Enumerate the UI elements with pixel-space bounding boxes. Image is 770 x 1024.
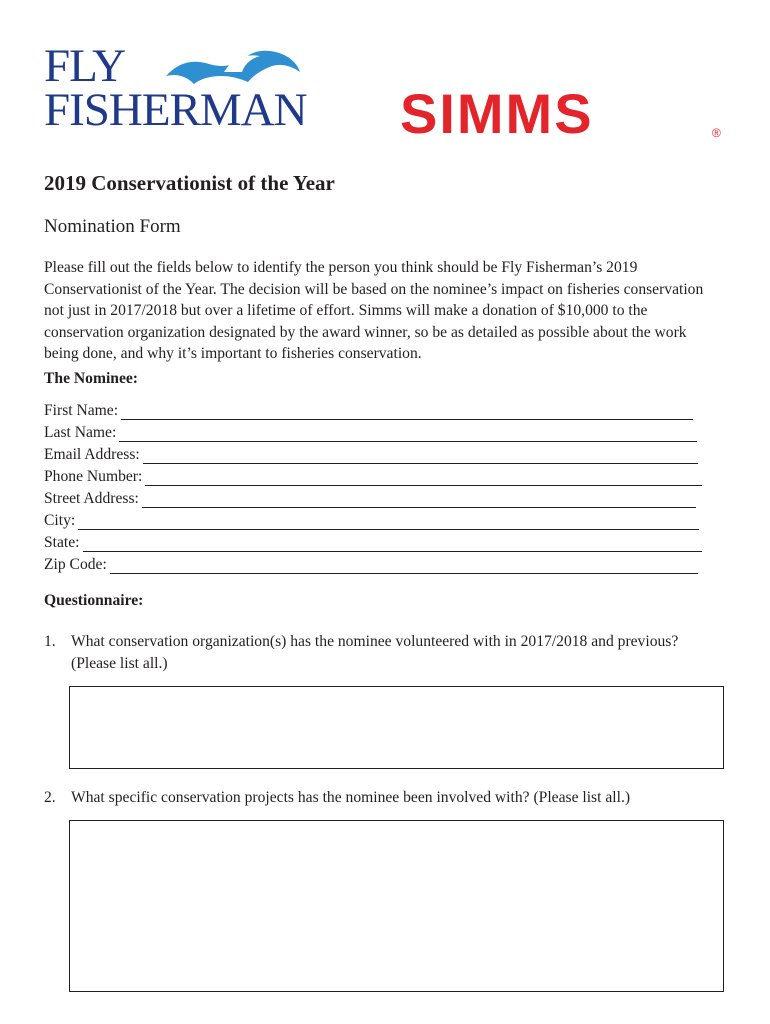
state-field[interactable] bbox=[44, 530, 714, 552]
form-title: 2019 Conservationist of the Year bbox=[44, 171, 335, 195]
last-name-field[interactable] bbox=[44, 420, 714, 442]
phone-number-line[interactable] bbox=[145, 471, 702, 486]
answer-box-2[interactable] bbox=[69, 820, 724, 992]
question-number: 1. bbox=[44, 633, 56, 650]
fly-fisherman-logo-line1: FLY bbox=[44, 40, 126, 92]
fly-fisherman-logo-line2: FISHERMAN bbox=[44, 84, 307, 136]
questionnaire-heading: Questionnaire: bbox=[44, 592, 144, 609]
registered-mark: ® bbox=[712, 126, 721, 140]
field-label: First Name: bbox=[44, 402, 119, 419]
question-2 bbox=[44, 787, 724, 809]
intro-paragraph: Please fill out the fields below to identify the person you think should be Fly Fisherman’s 2019 Conservationist of the Year. The decision will be based on the nominee’s impact on fisheries conservation not just in 2017/2018 but over a lifetime of effort. Simms will make a donation of $10,000 to the conservation organization designated by the award winner, so be as detailed as possible about the work being done, and why it’s important to fisheries conservation. bbox=[44, 259, 704, 362]
field-label: Phone Number: bbox=[44, 468, 143, 485]
nominee-heading: The Nominee: bbox=[44, 370, 138, 387]
field-label: Last Name: bbox=[44, 424, 117, 441]
state-line[interactable] bbox=[83, 537, 702, 552]
simms-logo: SIMMS bbox=[400, 82, 594, 145]
city-field[interactable] bbox=[44, 508, 714, 530]
question-text: What specific conservation projects has the nominee been involved with? (Please list all.) bbox=[71, 789, 631, 806]
field-label: Email Address: bbox=[44, 446, 140, 463]
form-subtitle: Nomination Form bbox=[44, 216, 181, 237]
first-name-field[interactable] bbox=[44, 398, 714, 420]
answer-box-1[interactable] bbox=[69, 686, 724, 769]
street-address-field[interactable] bbox=[44, 486, 714, 508]
question-text: What conservation organization(s) has the nominee volunteered with in 2017/2018 and previous? (Please list all.) bbox=[71, 633, 679, 672]
first-name-line[interactable] bbox=[121, 405, 693, 420]
email-address-line[interactable] bbox=[143, 449, 698, 464]
zip-code-line[interactable] bbox=[110, 559, 698, 574]
nominee-fields bbox=[44, 398, 714, 574]
phone-number-field[interactable] bbox=[44, 464, 714, 486]
field-label: State: bbox=[44, 534, 80, 551]
question-number: 2. bbox=[44, 789, 56, 806]
city-line[interactable] bbox=[78, 515, 699, 530]
field-label: Street Address: bbox=[44, 490, 139, 507]
wave-icon bbox=[164, 46, 304, 88]
last-name-line[interactable] bbox=[119, 427, 697, 442]
header-logos bbox=[44, 40, 734, 145]
street-address-line[interactable] bbox=[142, 493, 696, 508]
question-1 bbox=[44, 631, 724, 674]
zip-code-field[interactable] bbox=[44, 552, 714, 574]
field-label: Zip Code: bbox=[44, 556, 107, 573]
fly-fisherman-logo bbox=[44, 40, 307, 136]
field-label: City: bbox=[44, 512, 76, 529]
email-address-field[interactable] bbox=[44, 442, 714, 464]
